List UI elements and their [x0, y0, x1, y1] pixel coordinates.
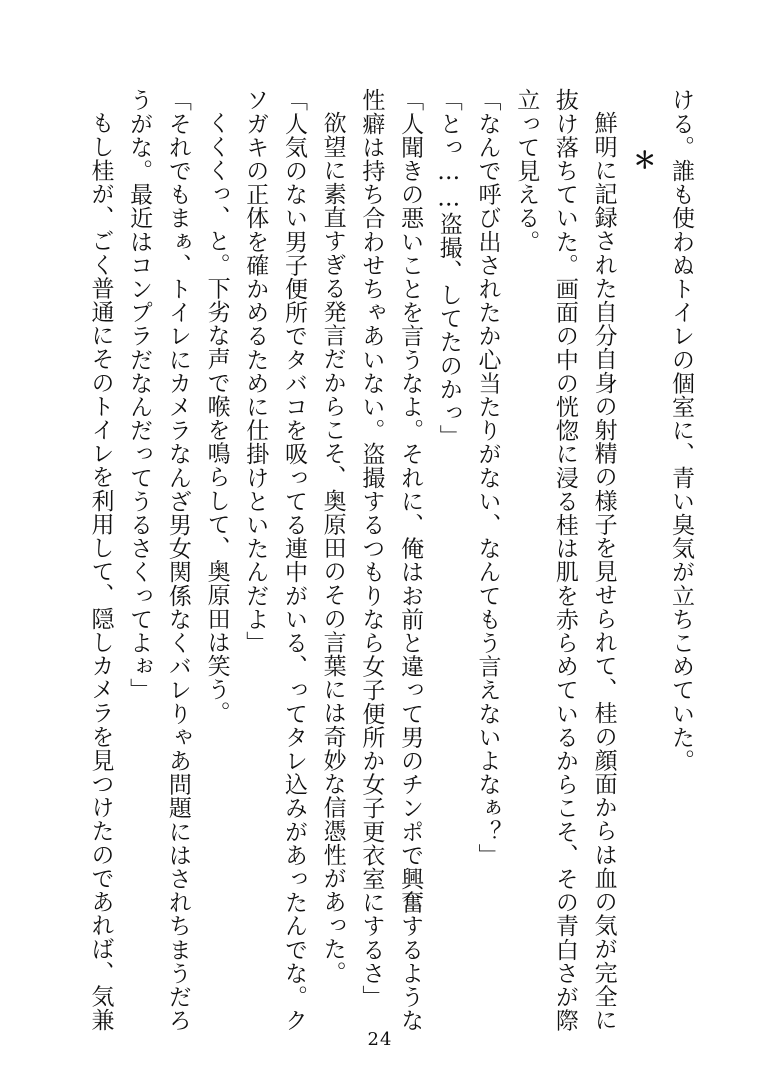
dialogue-line: 「なんで呼び出されたか心当たりがない、なんてもう言えないよなぁ？」: [474, 88, 501, 867]
page-number: 24: [367, 1029, 393, 1050]
dialogue-line: 「人気のない男子便所でタバコを吸ってる連中がいる、ってタレ込みがあったんでな。ク: [280, 88, 307, 1032]
dialogue-line: 「人聞きの悪いことを言うなよ。それに、俺はお前と違って男のチンポで興奮するような: [397, 88, 424, 1032]
text-line: もし桂が、ごく普通にそのトイレを利用して、隠しカメラを見つけたのであれば、気兼: [87, 111, 114, 1032]
text-line: くくくっ、と。下劣な声で喉を鳴らして、奥原田は笑う。: [203, 111, 230, 725]
text-line: 立って見える。: [513, 88, 540, 254]
vertical-text-body: [80, 88, 700, 1032]
text-line: 欲望に素直すぎる発言だからこそ、奥原田のその言葉には奇妙な信憑性があった。: [319, 111, 346, 985]
text-line: 抜け落ちていた。画面の中の恍惚に浸る桂は肌を赤らめているからこそ、その青白さが際: [551, 88, 578, 1032]
text-line: ソガキの正体を確かめるために仕掛けといたんだよ」: [242, 88, 269, 655]
text-line: ける。誰も使わぬトイレの個室に、青い臭気が立ちこめていた。: [668, 88, 694, 773]
dialogue-line: 「とっ……盗撮、してたのかっ」: [435, 88, 462, 448]
text-line: 鮮明に記録された自分自身の射精の様子を見せられて、桂の顔面からは血の気が完全に: [590, 111, 617, 1032]
section-divider-asterisk: ＊: [629, 147, 657, 172]
text-line: うがな。最近はコンプラだなんだってうるさくってよぉ」: [126, 88, 153, 702]
dialogue-line: 「それでもまぁ、トイレにカメラなんざ男女関係なくバレりゃあ問題にはされちまうだろ: [164, 88, 191, 1032]
text-line: 性癖は持ち合わせちゃあいない。盗撮するつもりなら女子便所か女子更衣室にするさ」: [358, 88, 385, 1009]
